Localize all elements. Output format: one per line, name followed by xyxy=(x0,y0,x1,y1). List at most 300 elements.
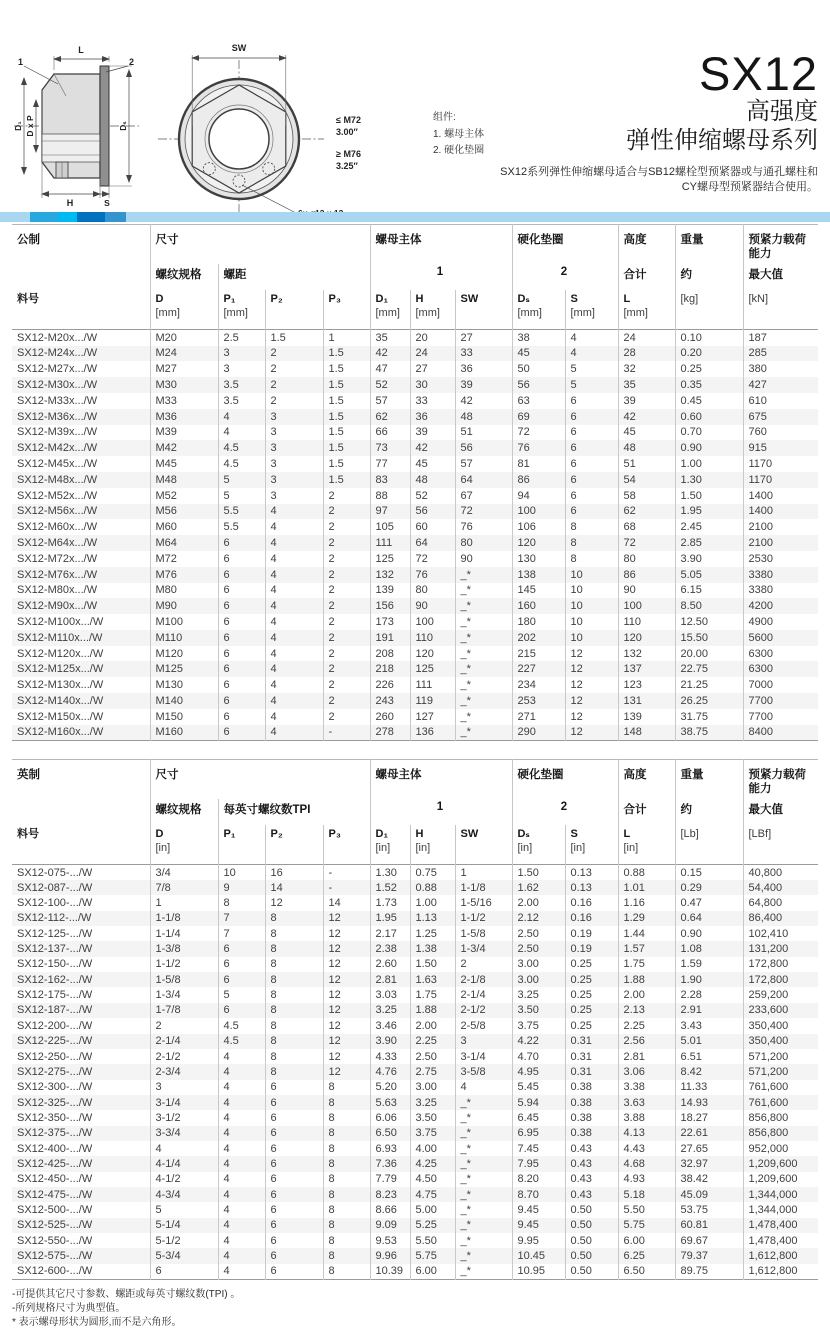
table-cell: 571,200 xyxy=(743,1049,818,1064)
table-row xyxy=(12,614,818,630)
table-cell: 3-3/4 xyxy=(150,1126,218,1141)
table-cell: 54 xyxy=(618,472,675,488)
table-cell: 63 xyxy=(512,393,565,409)
table-cell: 97 xyxy=(370,504,410,520)
col-load: [LBf] xyxy=(743,825,818,865)
table-cell: SX12-M64x.../W xyxy=(12,535,150,551)
table-cell: 131,200 xyxy=(743,941,818,956)
table-cell: 10.95 xyxy=(512,1264,565,1279)
table-cell: 1.5 xyxy=(323,346,370,362)
table-cell: 1.52 xyxy=(370,880,410,895)
table-cell: 5 xyxy=(218,472,265,488)
table-cell: 36 xyxy=(455,361,512,377)
table-cell: 8 xyxy=(323,1187,370,1202)
table-cell: 12 xyxy=(565,677,618,693)
table-cell: 1-5/8 xyxy=(150,972,218,987)
table-cell: 234 xyxy=(512,677,565,693)
table-cell: 9 xyxy=(218,880,265,895)
table-cell: 6 xyxy=(265,1233,323,1248)
table-cell: 132 xyxy=(370,567,410,583)
subgroup-height-total: 合计 xyxy=(618,264,675,290)
region-label: 英制 xyxy=(12,759,150,798)
table-cell: 6 xyxy=(218,598,265,614)
table-cell: 1.88 xyxy=(618,972,675,987)
table-cell: 76 xyxy=(512,440,565,456)
header-spacer xyxy=(12,799,150,825)
subgroup-washer-num: 2 xyxy=(512,264,618,290)
table-cell: M45 xyxy=(150,456,218,472)
table-cell: M33 xyxy=(150,393,218,409)
table-cell: 3.75 xyxy=(410,1126,455,1141)
bore-circle xyxy=(209,109,269,169)
table-cell: 8 xyxy=(323,1248,370,1263)
table-cell: 14.93 xyxy=(675,1095,743,1110)
col-SW: SW xyxy=(455,290,512,330)
table-cell: 5.00 xyxy=(410,1202,455,1217)
table-cell: 4 xyxy=(218,1110,265,1125)
table-cell: 10.45 xyxy=(512,1248,565,1263)
table-cell: 5.01 xyxy=(675,1034,743,1049)
table-cell: 2100 xyxy=(743,535,818,551)
table-cell: 5 xyxy=(150,1202,218,1217)
table-cell: 1.50 xyxy=(675,488,743,504)
table-cell: 20.00 xyxy=(675,646,743,662)
table-cell: 2530 xyxy=(743,551,818,567)
table-cell: 139 xyxy=(370,583,410,599)
group-size: 尺寸 xyxy=(150,759,370,798)
table-cell: SX12-475-.../W xyxy=(12,1187,150,1202)
table-cell: 0.35 xyxy=(675,377,743,393)
table-row xyxy=(12,1018,818,1033)
table-row xyxy=(12,1187,818,1202)
table-cell: SX12-575-.../W xyxy=(12,1248,150,1263)
table-row xyxy=(12,1248,818,1263)
table-cell: 3.88 xyxy=(618,1110,675,1125)
table-cell: 12 xyxy=(323,1034,370,1049)
group-height: 高度 xyxy=(618,759,675,798)
table-row xyxy=(12,1264,818,1279)
table-cell: 145 xyxy=(512,583,565,599)
table-cell: 39 xyxy=(410,425,455,441)
table-cell: 5.5 xyxy=(218,519,265,535)
table-cell: 5.50 xyxy=(410,1233,455,1248)
table-cell: 2.81 xyxy=(618,1049,675,1064)
table-cell: 1.63 xyxy=(410,972,455,987)
col-Ds: Dₛ [mm] xyxy=(512,290,565,330)
table-cell: 119 xyxy=(410,693,455,709)
table-cell: 0.15 xyxy=(675,865,743,880)
table-cell: _* xyxy=(455,1141,512,1156)
table-cell: _* xyxy=(455,1233,512,1248)
table-cell: 38.42 xyxy=(675,1172,743,1187)
table-cell: 9.95 xyxy=(512,1233,565,1248)
table-cell: 56 xyxy=(410,504,455,520)
table-cell: 4.5 xyxy=(218,1034,265,1049)
table-cell: 173 xyxy=(370,614,410,630)
table-cell: 1.62 xyxy=(512,880,565,895)
table-cell: 3/4 xyxy=(150,865,218,880)
table-row xyxy=(12,1034,818,1049)
table-cell: 2-1/4 xyxy=(150,1034,218,1049)
table-cell: 0.43 xyxy=(565,1172,618,1187)
table-cell: _* xyxy=(455,630,512,646)
table-cell: 8 xyxy=(323,1110,370,1125)
table-cell: 131 xyxy=(618,693,675,709)
table-cell: 2.00 xyxy=(618,987,675,1002)
table-cell: 110 xyxy=(410,630,455,646)
table-cell: 9.45 xyxy=(512,1218,565,1233)
table-cell: 130 xyxy=(512,551,565,567)
col-L: L [mm] xyxy=(618,290,675,330)
table-cell: 227 xyxy=(512,661,565,677)
table-cell: 4 xyxy=(150,1141,218,1156)
table-cell: 4.22 xyxy=(512,1034,565,1049)
table-cell: 2100 xyxy=(743,519,818,535)
table-cell: 208 xyxy=(370,646,410,662)
table-cell: SX12-275-.../W xyxy=(12,1064,150,1079)
accent-bar-segment xyxy=(105,212,126,222)
table-cell: SX12-M24x.../W xyxy=(12,346,150,362)
table-cell: 6 xyxy=(265,1218,323,1233)
table-cell: 27 xyxy=(455,330,512,346)
table-cell: 6.45 xyxy=(512,1110,565,1125)
col-L: L [in] xyxy=(618,825,675,865)
table-cell: 39 xyxy=(618,393,675,409)
table-cell: 2 xyxy=(265,361,323,377)
table-cell: 8.70 xyxy=(512,1187,565,1202)
table-row xyxy=(12,440,818,456)
table-cell: 5 xyxy=(565,361,618,377)
table-cell: 6.25 xyxy=(618,1248,675,1263)
table-cell: 5-1/4 xyxy=(150,1218,218,1233)
technical-drawing-side-view xyxy=(12,38,142,210)
table-cell: 1.59 xyxy=(675,957,743,972)
table-cell: 10.39 xyxy=(370,1264,410,1279)
table-cell: 12 xyxy=(565,661,618,677)
table-cell: 6 xyxy=(218,567,265,583)
table-cell: 3-1/2 xyxy=(150,1110,218,1125)
table-cell: SX12-M125x.../W xyxy=(12,661,150,677)
table-cell: 7/8 xyxy=(150,880,218,895)
table-cell: 3.5 xyxy=(218,377,265,393)
table-cell: 6 xyxy=(218,941,265,956)
table-cell: 427 xyxy=(743,377,818,393)
table-cell: 4 xyxy=(218,1064,265,1079)
table-cell: 12 xyxy=(565,725,618,741)
table-cell: 1.5 xyxy=(323,456,370,472)
table-cell: 0.43 xyxy=(565,1187,618,1202)
table-cell: SX12-200-.../W xyxy=(12,1018,150,1033)
table-cell: 26.25 xyxy=(675,693,743,709)
header-spacer xyxy=(12,264,150,290)
table-cell: 0.50 xyxy=(565,1202,618,1217)
table-cell: 2.38 xyxy=(370,941,410,956)
col-part-number: 料号 xyxy=(12,825,150,865)
table-cell: 6.93 xyxy=(370,1141,410,1156)
table-cell: 86,400 xyxy=(743,911,818,926)
table-cell: 1.75 xyxy=(618,957,675,972)
table-cell: 4 xyxy=(218,1156,265,1171)
accent-bar-segment xyxy=(30,212,57,222)
table-cell: 160 xyxy=(512,598,565,614)
col-weight: [Lb] xyxy=(675,825,743,865)
table-cell: M80 xyxy=(150,583,218,599)
table-cell: - xyxy=(323,880,370,895)
table-cell: 3 xyxy=(218,346,265,362)
table-cell: M56 xyxy=(150,504,218,520)
table-cell: 4.68 xyxy=(618,1156,675,1171)
table-cell: 675 xyxy=(743,409,818,425)
table-cell: 8400 xyxy=(743,725,818,741)
table-cell: _* xyxy=(455,1264,512,1279)
table-cell: SX12-187-.../W xyxy=(12,1003,150,1018)
table-cell: 0.20 xyxy=(675,346,743,362)
table-cell: 31.75 xyxy=(675,709,743,725)
table-cell: M140 xyxy=(150,693,218,709)
table-cell: 79.37 xyxy=(675,1248,743,1263)
table-cell: 64 xyxy=(455,472,512,488)
group-weight: 重量 xyxy=(675,759,743,798)
table-cell: 1.75 xyxy=(410,987,455,1002)
table-cell: 12 xyxy=(323,1018,370,1033)
table-cell: _* xyxy=(455,1202,512,1217)
table-cell: SX12-137-.../W xyxy=(12,941,150,956)
metric-table-body xyxy=(12,330,818,741)
col-Ds: Dₛ [in] xyxy=(512,825,565,865)
table-cell: 10 xyxy=(565,583,618,599)
table-cell: 0.43 xyxy=(565,1156,618,1171)
table-cell: _* xyxy=(455,677,512,693)
table-cell: SX12-100-.../W xyxy=(12,895,150,910)
table-cell: 4 xyxy=(218,1080,265,1095)
table-cell: SX12-075-.../W xyxy=(12,865,150,880)
table-cell: 110 xyxy=(618,614,675,630)
table-cell: 2 xyxy=(323,614,370,630)
table-cell: _* xyxy=(455,1218,512,1233)
table-cell: 3 xyxy=(265,488,323,504)
table-cell: 9.45 xyxy=(512,1202,565,1217)
table-cell: 1-1/4 xyxy=(150,926,218,941)
col-D: D [in] xyxy=(150,825,218,865)
table-cell: 4 xyxy=(265,551,323,567)
table-cell: 856,800 xyxy=(743,1110,818,1125)
callout-2-label: 2 xyxy=(129,57,134,67)
table-cell: 32.97 xyxy=(675,1156,743,1171)
table-cell: 102,410 xyxy=(743,926,818,941)
footnote-3: * 表示螺母形状为圆形,而不是六角形。 xyxy=(12,1316,818,1330)
table-row xyxy=(12,661,818,677)
table-cell: 30 xyxy=(410,377,455,393)
table-cell: 3.03 xyxy=(370,987,410,1002)
table-cell: 3380 xyxy=(743,567,818,583)
table-cell: M120 xyxy=(150,646,218,662)
table-cell: M39 xyxy=(150,425,218,441)
table-cell: 6 xyxy=(265,1187,323,1202)
col-P2: P₂ xyxy=(265,290,323,330)
table-cell: 38 xyxy=(512,330,565,346)
table-cell: 1.25 xyxy=(410,926,455,941)
table-cell: SX12-450-.../W xyxy=(12,1172,150,1187)
group-preload: 预紧力载荷能力 xyxy=(743,225,818,264)
table-cell: 243 xyxy=(370,693,410,709)
table-cell: 4 xyxy=(265,567,323,583)
table-cell: 8 xyxy=(323,1126,370,1141)
table-cell: 48 xyxy=(410,472,455,488)
table-cell: 12 xyxy=(323,1049,370,1064)
table-cell: 1-5/8 xyxy=(455,926,512,941)
dim-label-H: H xyxy=(67,198,74,208)
table-cell: 1.50 xyxy=(512,865,565,880)
table-cell: 148 xyxy=(618,725,675,741)
table-cell: 3.5 xyxy=(218,393,265,409)
table-cell: 60.81 xyxy=(675,1218,743,1233)
table-cell: SX12-M36x.../W xyxy=(12,409,150,425)
table-row xyxy=(12,425,818,441)
table-cell: SX12-M33x.../W xyxy=(12,393,150,409)
table-cell: 0.64 xyxy=(675,911,743,926)
table-row xyxy=(12,941,818,956)
table-cell: 54,400 xyxy=(743,880,818,895)
footnote-2: -所列规格尺寸为典型值。 xyxy=(12,1302,818,1316)
table-row xyxy=(12,583,818,599)
col-S: S [in] xyxy=(565,825,618,865)
table-cell: 2 xyxy=(323,583,370,599)
table-cell: 2 xyxy=(265,377,323,393)
table-cell: 1,344,000 xyxy=(743,1202,818,1217)
imperial-table-body xyxy=(12,865,818,1279)
table-cell: 4 xyxy=(218,1202,265,1217)
table-cell: 1400 xyxy=(743,488,818,504)
table-cell: 5 xyxy=(565,377,618,393)
table-cell: M90 xyxy=(150,598,218,614)
table-cell: 1.5 xyxy=(323,377,370,393)
table-cell: 12 xyxy=(565,693,618,709)
table-cell: 4-1/4 xyxy=(150,1156,218,1171)
table-cell: M36 xyxy=(150,409,218,425)
table-cell: 12 xyxy=(565,646,618,662)
table-cell: M100 xyxy=(150,614,218,630)
table-cell: 6 xyxy=(218,630,265,646)
table-cell: 7.45 xyxy=(512,1141,565,1156)
table-cell: 47 xyxy=(370,361,410,377)
table-cell: 6 xyxy=(218,646,265,662)
table-cell: M160 xyxy=(150,725,218,741)
table-cell: 120 xyxy=(410,646,455,662)
table-cell: 94 xyxy=(512,488,565,504)
table-cell: 10 xyxy=(565,598,618,614)
table-cell: 2-5/8 xyxy=(455,1018,512,1033)
table-cell: 0.50 xyxy=(565,1233,618,1248)
table-cell: 6 xyxy=(218,677,265,693)
table-cell: 8 xyxy=(265,972,323,987)
table-cell: 0.50 xyxy=(565,1248,618,1263)
accent-bar-segment xyxy=(57,212,77,222)
table-cell: 6.50 xyxy=(370,1126,410,1141)
table-cell: 5 xyxy=(218,488,265,504)
table-cell: 2.28 xyxy=(675,987,743,1002)
table-cell: 4 xyxy=(218,1095,265,1110)
table-cell: 35 xyxy=(618,377,675,393)
table-cell: 350,400 xyxy=(743,1034,818,1049)
table-cell: M30 xyxy=(150,377,218,393)
table-cell: 0.16 xyxy=(565,911,618,926)
table-cell: 915 xyxy=(743,440,818,456)
table-cell: 4 xyxy=(265,535,323,551)
table-cell: 6 xyxy=(218,551,265,567)
col-D1: D₁ [mm] xyxy=(370,290,410,330)
table-row xyxy=(12,551,818,567)
table-cell: SX12-M30x.../W xyxy=(12,377,150,393)
note-le-m72: ≤ M72 xyxy=(336,115,361,125)
table-cell: 1-3/4 xyxy=(150,987,218,1002)
table-cell: _* xyxy=(455,646,512,662)
table-row xyxy=(12,330,818,346)
subgroup-weight-approx: 约 xyxy=(675,799,743,825)
table-cell: 77 xyxy=(370,456,410,472)
table-cell: 2.25 xyxy=(618,1018,675,1033)
table-row xyxy=(12,567,818,583)
table-cell: 76 xyxy=(455,519,512,535)
table-cell: 12 xyxy=(323,972,370,987)
table-row xyxy=(12,1003,818,1018)
table-cell: SX12-525-.../W xyxy=(12,1218,150,1233)
col-P3: P₃ xyxy=(323,825,370,865)
table-cell: 4 xyxy=(265,693,323,709)
table-cell: 76 xyxy=(410,567,455,583)
table-cell: SX12-350-.../W xyxy=(12,1110,150,1125)
table-cell: 64 xyxy=(410,535,455,551)
table-cell: 2.00 xyxy=(512,895,565,910)
table-cell: 1.08 xyxy=(675,941,743,956)
table-cell: - xyxy=(323,865,370,880)
table-cell: 58 xyxy=(618,488,675,504)
table-cell: 7.79 xyxy=(370,1172,410,1187)
table-cell: 0.19 xyxy=(565,941,618,956)
table-cell: 4 xyxy=(265,504,323,520)
group-washer: 硬化垫圈 xyxy=(512,759,618,798)
table-cell: _* xyxy=(455,693,512,709)
table-cell: 8 xyxy=(565,535,618,551)
table-row xyxy=(12,1156,818,1171)
subgroup-thread-spec: 螺纹规格 xyxy=(150,799,218,825)
col-S: S [mm] xyxy=(565,290,618,330)
table-cell: 86 xyxy=(618,567,675,583)
table-cell: 4.33 xyxy=(370,1049,410,1064)
table-cell: 1-1/2 xyxy=(455,911,512,926)
table-cell: SX12-M72x.../W xyxy=(12,551,150,567)
table-cell: M24 xyxy=(150,346,218,362)
product-name: SX12 xyxy=(398,50,818,98)
table-cell: 2.50 xyxy=(512,926,565,941)
table-cell: 0.25 xyxy=(565,987,618,1002)
callout-1-label: 1 xyxy=(18,57,23,67)
table-row xyxy=(12,972,818,987)
table-cell: M20 xyxy=(150,330,218,346)
table-cell: 4 xyxy=(218,1126,265,1141)
table-cell: 1.73 xyxy=(370,895,410,910)
table-cell: 5.75 xyxy=(410,1248,455,1263)
table-cell: M52 xyxy=(150,488,218,504)
table-cell: 81 xyxy=(512,456,565,472)
table-cell: 12 xyxy=(265,895,323,910)
table-cell: 45 xyxy=(618,425,675,441)
table-cell: 7.95 xyxy=(512,1156,565,1171)
table-cell: 3.50 xyxy=(410,1110,455,1125)
table-cell: 1.5 xyxy=(323,440,370,456)
table-cell: 86 xyxy=(512,472,565,488)
table-row xyxy=(12,361,818,377)
table-cell: 22.75 xyxy=(675,661,743,677)
